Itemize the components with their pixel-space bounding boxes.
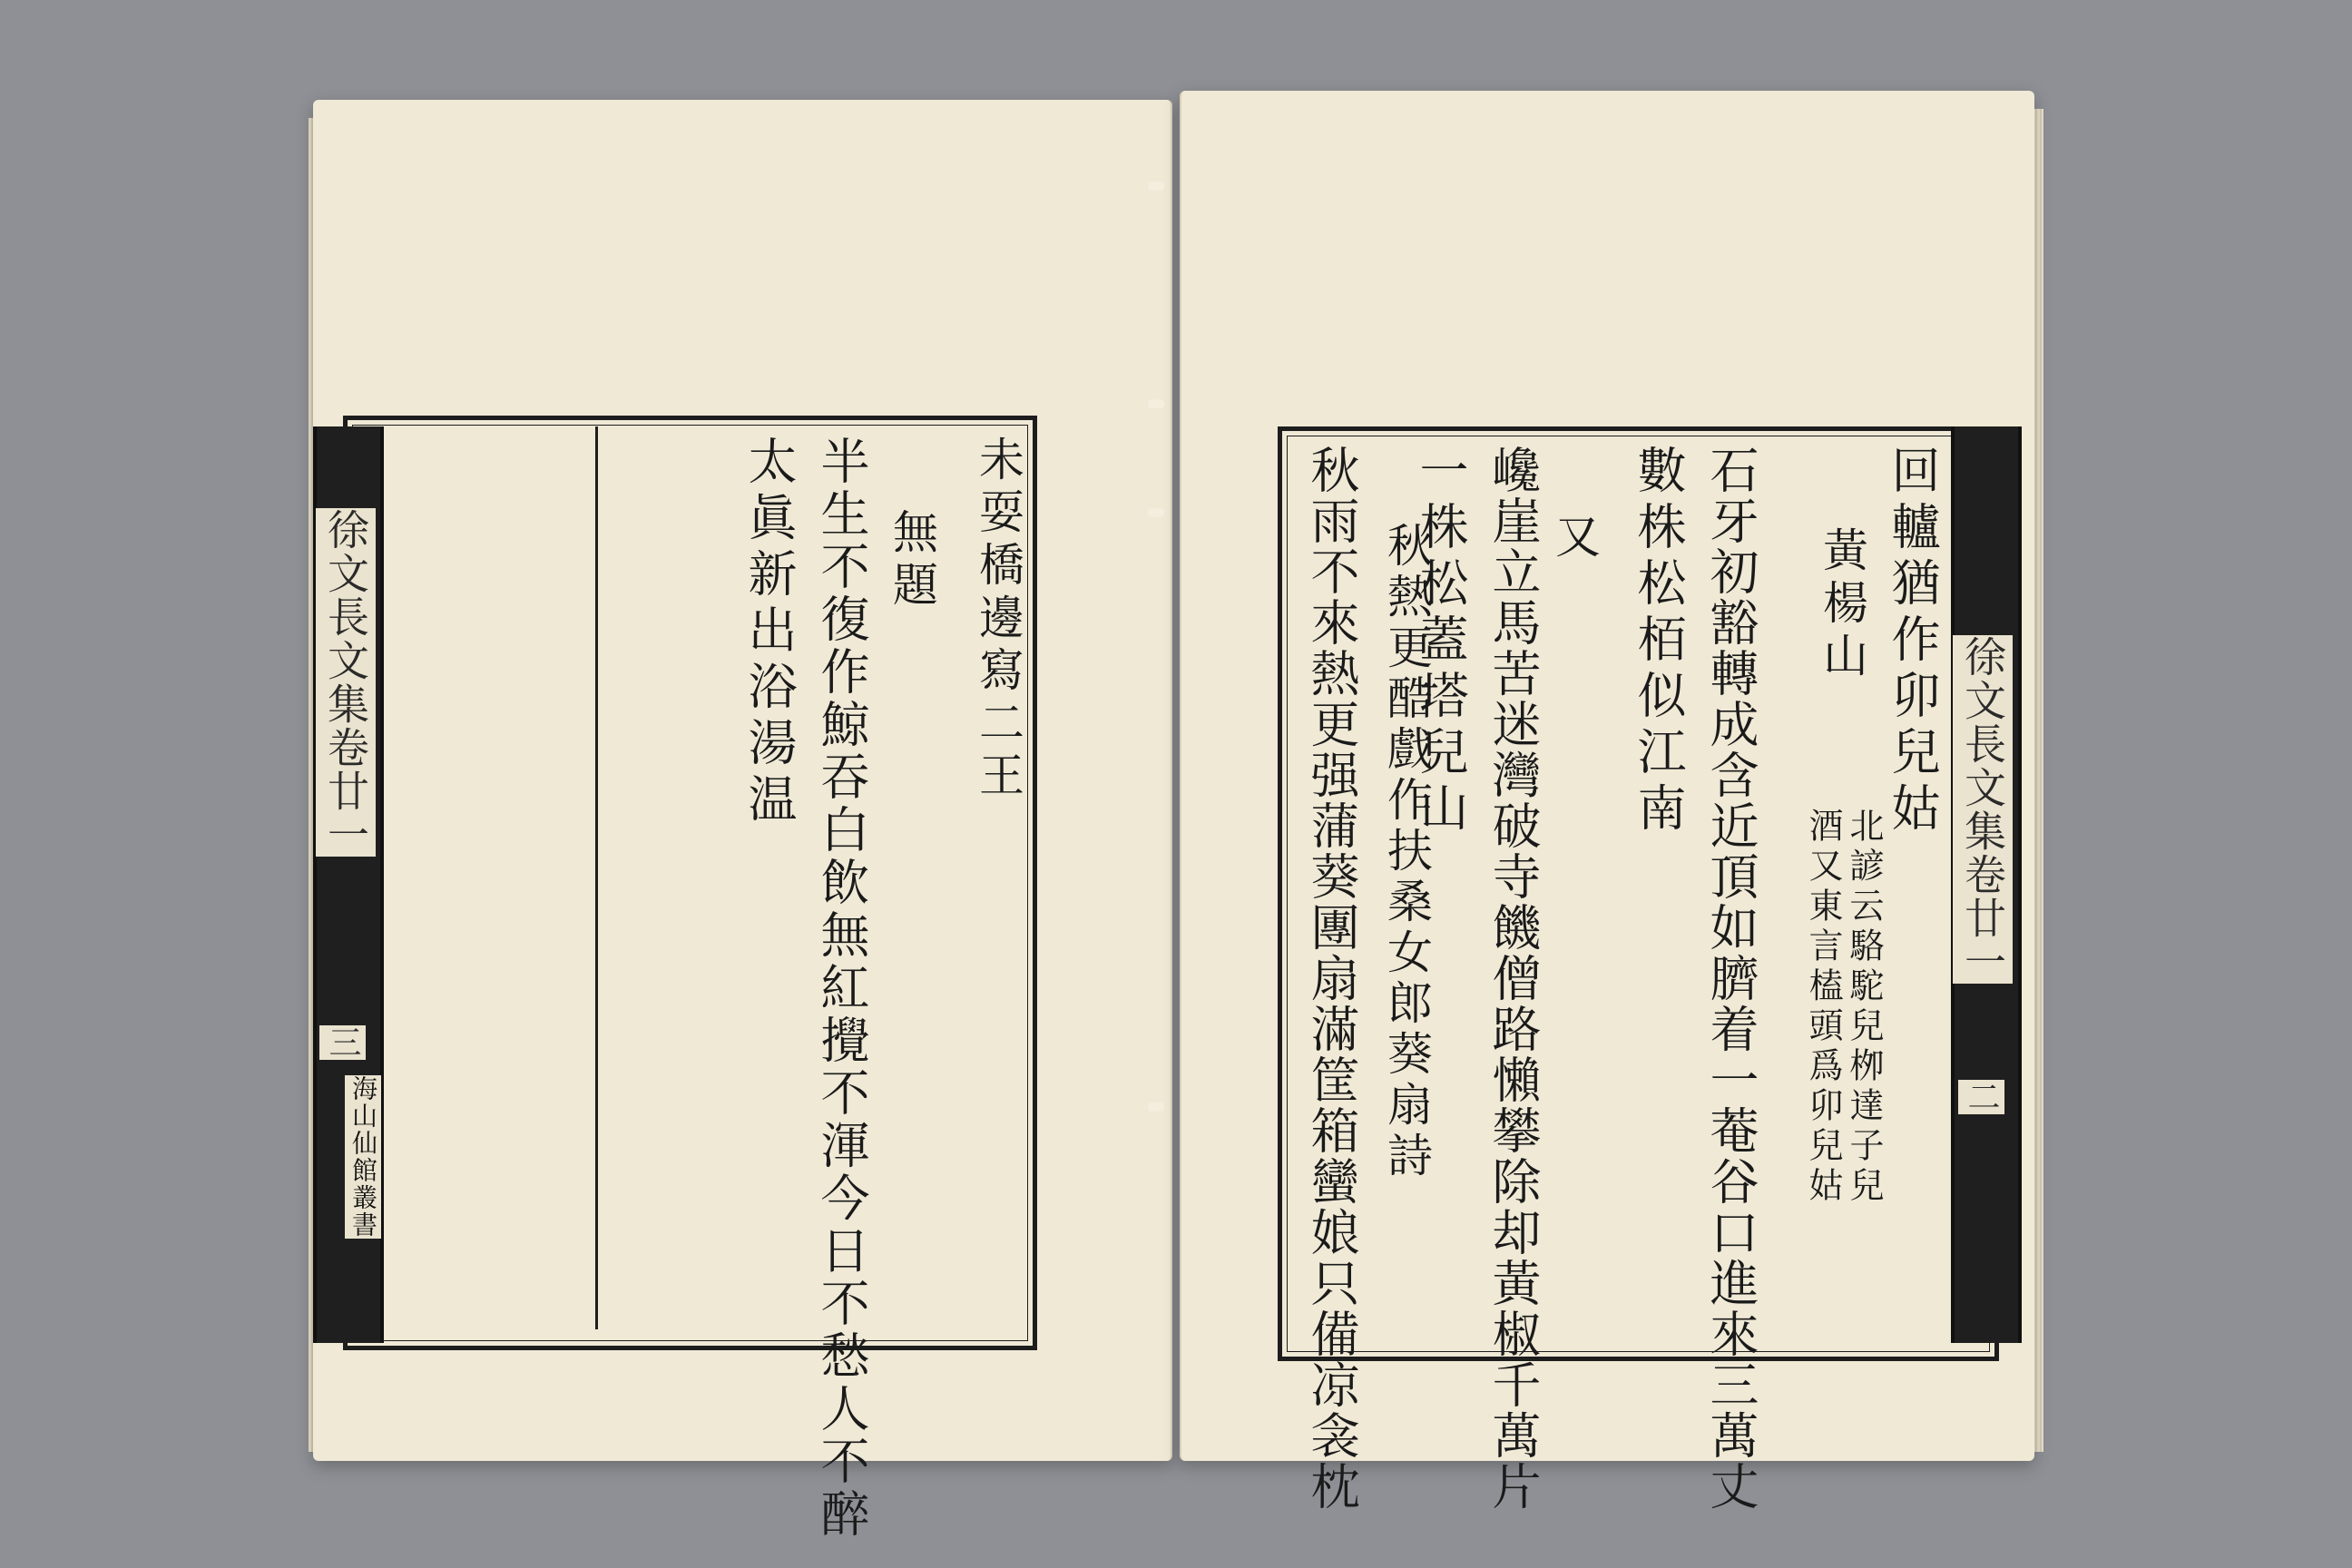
- left-centerfold-title: 徐文長文集卷廿一: [316, 508, 376, 857]
- binding-stitch: [1148, 508, 1164, 517]
- right-col-8: 巉崖立馬苦迷灣破寺饑僧路懶攀除却黃椒千萬片: [1485, 445, 1542, 1512]
- right-col-6: 數株松栢似江南: [1630, 445, 1687, 838]
- right-centerfold-page: 二: [1958, 1080, 2004, 1114]
- right-col-9: 一株松蓋塔兒山: [1412, 445, 1469, 838]
- binding-stitch: [1148, 399, 1164, 408]
- left-col-4: 太眞新出浴湯温: [740, 436, 798, 829]
- right-col-10-title: 秋熱更酷戲作扶桑女郎葵扇詩: [1380, 522, 1433, 1182]
- right-col-1: 回轤猶作卯兒姑: [1884, 445, 1941, 838]
- left-col-3: 半生不復作鯨吞白飲無紅攪不渾今日不愁人不醉: [813, 436, 870, 1541]
- right-col-5: 石牙初豁轉成含近頂如臍着一菴谷口進來三萬丈: [1702, 445, 1759, 1512]
- left-column-rule: [595, 426, 598, 1329]
- right-centerfold-title: 徐文長文集卷廿一: [1953, 635, 2013, 984]
- right-col-7-title: 又: [1548, 513, 1601, 565]
- left-col-2: 無題: [886, 508, 938, 613]
- right-col-3-note: 酒又東言榼頭爲卯兒姑: [1803, 808, 1843, 1207]
- binding-stitch: [1148, 181, 1164, 191]
- right-col-2-note: 北諺云駱駝兒栁達子兒: [1844, 808, 1884, 1207]
- right-col-4-title: 黃楊山: [1816, 526, 1868, 684]
- left-col-1: 未耍橋邊寫二王: [972, 436, 1024, 804]
- binding-stitch: [1148, 1102, 1164, 1112]
- left-centerfold-publisher: 海山仙館叢書: [345, 1075, 381, 1239]
- left-centerfold-page: 三: [319, 1025, 366, 1060]
- right-col-11: 秋雨不來熱更强蒲葵團扇滿筐箱蠻娘只備凉衾枕: [1303, 445, 1360, 1512]
